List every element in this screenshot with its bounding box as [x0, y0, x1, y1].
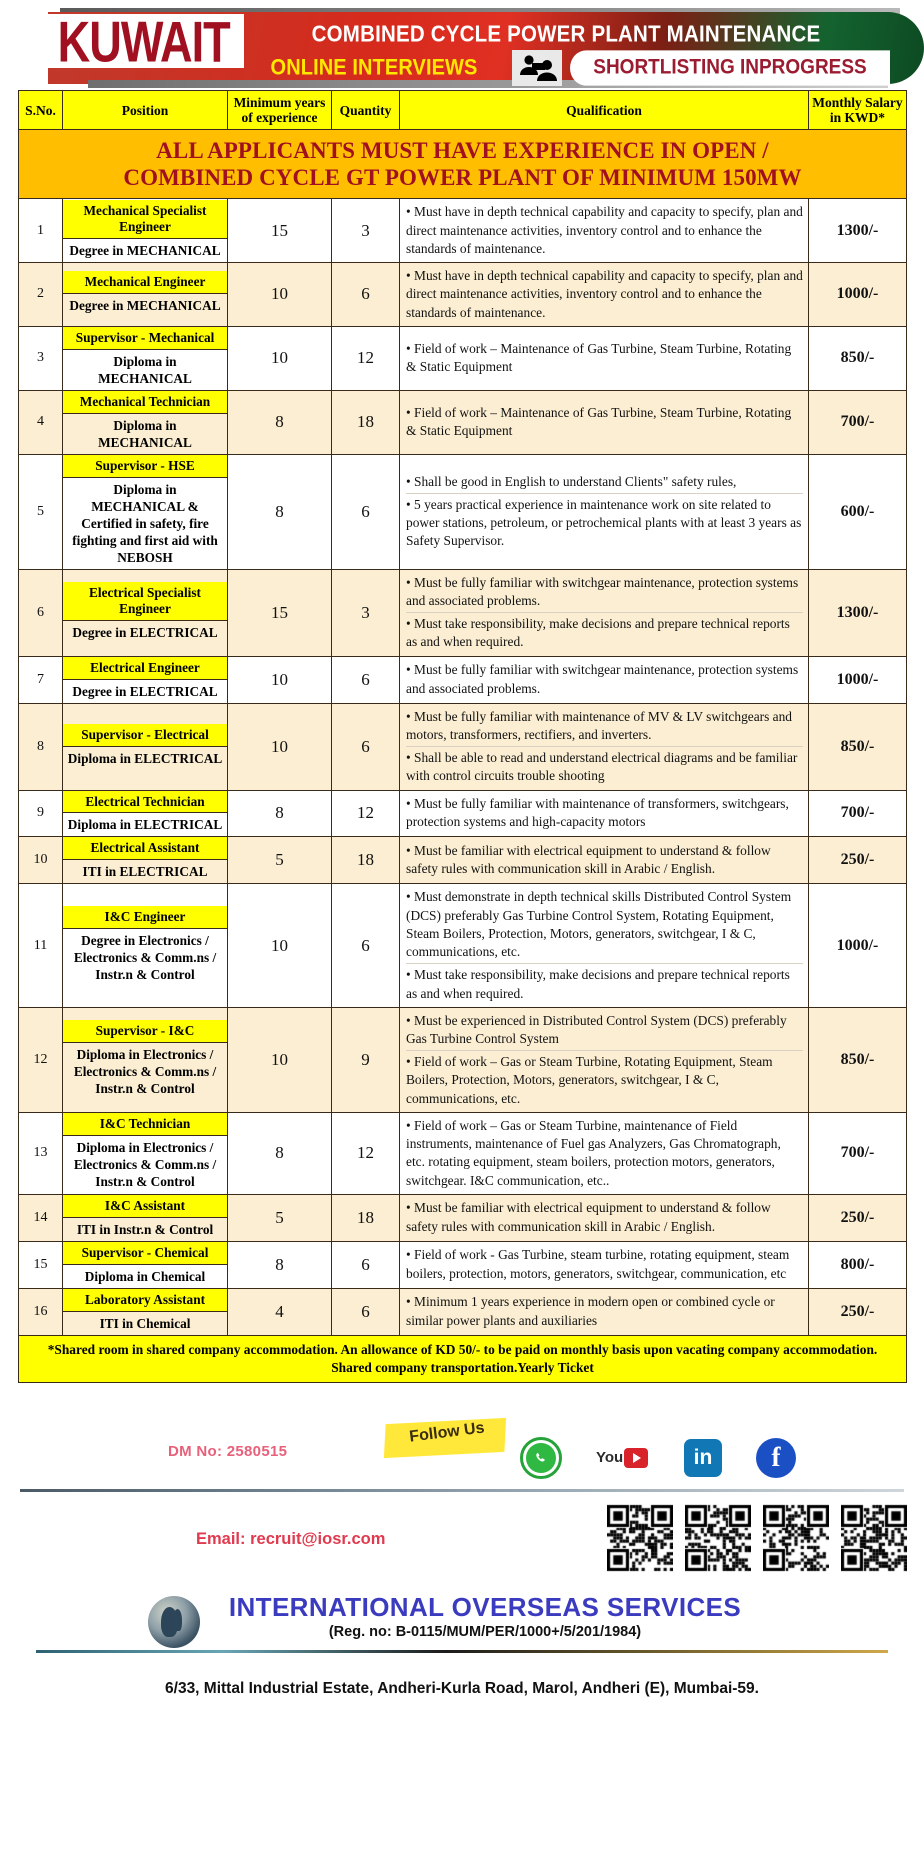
dm-number: DM No: 2580515	[168, 1442, 288, 1460]
cell-position	[63, 1288, 228, 1335]
cell-experience: 15	[228, 199, 332, 263]
cell-position	[63, 199, 228, 263]
cell-qualification	[400, 390, 809, 454]
table-row	[19, 1194, 907, 1241]
globe-logo-icon	[148, 1596, 200, 1648]
qualification-line: • Must demonstrate in depth technical skills Distributed Control System (DCS) preferably Gas Turbine Control System, Rotating Equipment, Steam Boilers, Protection, Motors, generators, switchgear, I & C, communications, etc.	[406, 889, 792, 960]
position-title: I&C Assistant	[63, 1195, 227, 1218]
cell-experience: 10	[228, 656, 332, 703]
cell-serial-number: 6	[19, 569, 63, 656]
cell-salary: 250/-	[809, 1194, 907, 1241]
table-row	[19, 454, 907, 569]
cell-experience: 10	[228, 703, 332, 790]
experience-notice-cell	[19, 130, 907, 199]
job-table-body	[19, 91, 907, 1383]
notice-line2: COMBINED CYCLE GT POWER PLANT OF MINIMUM 150MW	[123, 165, 802, 191]
qualification-line: • Field of work – Gas or Steam Turbine, maintenance of Field instruments, maintenance of Fuel gas Analyzers, Gas Chromatograph, etc. rotating equipment, steam boilers, protection motors, generators, switchgear. I&C communication, etc..	[406, 1117, 781, 1188]
qualification-line: • Minimum 1 years experience in modern open or combined cycle or similar power plants and auxiliaries	[406, 1294, 775, 1328]
qr-code-row	[607, 1498, 907, 1578]
cell-qualification	[400, 199, 809, 263]
cell-serial-number: 3	[19, 326, 63, 390]
follow-us-label: Follow Us	[408, 1419, 486, 1446]
notice-line1: ALL APPLICANTS MUST HAVE EXPERIENCE IN OPEN /	[156, 138, 769, 164]
cell-salary: 1000/-	[809, 884, 907, 1007]
position-title: Electrical Engineer	[63, 657, 227, 680]
table-row	[19, 569, 907, 656]
cell-position	[63, 569, 228, 656]
social-links	[520, 1437, 796, 1479]
experience-notice-row	[19, 130, 907, 199]
qualification-line: • Must take responsibility, make decisions and prepare technical reports as and when required.	[406, 612, 803, 651]
cell-quantity: 6	[332, 263, 400, 327]
cell-qualification	[400, 1288, 809, 1335]
header-banner	[0, 0, 924, 90]
facebook-icon[interactable]: f	[756, 1438, 796, 1478]
qualification-line: • Must have in depth technical capability and capacity to specify, plan and direct maintenance activities, inventory control and to enhance the standards of maintenance.	[406, 204, 803, 256]
cell-position	[63, 454, 228, 569]
cell-qualification	[400, 1241, 809, 1288]
table-row	[19, 326, 907, 390]
position-title: Supervisor - Electrical	[63, 724, 227, 747]
position-education: Diploma in ELECTRICAL	[67, 750, 223, 766]
table-row	[19, 199, 907, 263]
job-positions-table	[18, 90, 907, 1383]
position-education: Diploma in ELECTRICAL	[67, 817, 223, 833]
qr-code	[685, 1498, 751, 1578]
email-address: Email: recruit@iosr.com	[196, 1529, 386, 1548]
table-row	[19, 390, 907, 454]
cell-position	[63, 884, 228, 1007]
cell-serial-number: 8	[19, 703, 63, 790]
cell-serial-number: 1	[19, 199, 63, 263]
position-education: ITI in Chemical	[99, 1315, 191, 1331]
table-row	[19, 1288, 907, 1335]
cell-quantity: 18	[332, 1194, 400, 1241]
cell-serial-number: 16	[19, 1288, 63, 1335]
table-row	[19, 703, 907, 790]
cell-serial-number: 14	[19, 1194, 63, 1241]
cell-quantity: 6	[332, 703, 400, 790]
header-experience-line1: Minimum years	[233, 95, 326, 110]
position-title: Mechanical Specialist Engineer	[63, 200, 227, 239]
cell-quantity: 12	[332, 326, 400, 390]
cell-quantity: 6	[332, 1241, 400, 1288]
qualification-line: • 5 years practical experience in maintenance work on site related to power stations, petroleum, or petrochemical plants with at least 3 years as Safety Supervisor.	[406, 493, 803, 551]
country-badge	[44, 8, 244, 74]
position-education: Diploma in MECHANICAL	[98, 417, 192, 450]
cell-salary: 1300/-	[809, 569, 907, 656]
cell-experience: 8	[228, 390, 332, 454]
cell-serial-number: 2	[19, 263, 63, 327]
position-title: I&C Engineer	[63, 906, 227, 929]
company-address: 6/33, Mittal Industrial Estate, Andheri-Kurla Road, Marol, Andheri (E), Mumbai-59.	[165, 1679, 759, 1697]
cell-salary: 850/-	[809, 1007, 907, 1112]
cell-serial-number: 11	[19, 884, 63, 1007]
cell-position	[63, 1194, 228, 1241]
banner-title: COMBINED CYCLE POWER PLANT MAINTENANCE	[311, 21, 821, 48]
qualification-line: • Must be fully familiar with switchgear maintenance, protection systems and associated problems.	[406, 662, 799, 696]
cell-position	[63, 1112, 228, 1194]
cell-qualification	[400, 703, 809, 790]
cell-salary: 600/-	[809, 454, 907, 569]
cell-serial-number: 15	[19, 1241, 63, 1288]
qualification-line: • Field of work – Maintenance of Gas Turbine, Steam Turbine, Rotating & Static Equipment	[406, 341, 792, 375]
cell-salary: 1300/-	[809, 199, 907, 263]
footnote-row	[19, 1335, 907, 1382]
position-title: Mechanical Technician	[63, 391, 227, 414]
status-badge: SHORTLISTING INPROGRESS	[570, 50, 890, 85]
cell-serial-number: 13	[19, 1112, 63, 1194]
qualification-line: • Must be fully familiar with maintenance of MV & LV switchgears and motors, transformers, rectifiers, and inverters.	[406, 708, 792, 742]
qualification-line: • Shall be able to read and understand electrical diagrams and be familiar with control circuits trouble shooting	[406, 746, 803, 785]
page-footer	[0, 1417, 924, 1698]
qualification-line: • Field of work - Gas Turbine, steam turbine, rotating equipment, steam boilers, protection, motors, generators, switchgear, communication, etc	[406, 1247, 790, 1281]
cell-experience: 8	[228, 1241, 332, 1288]
position-title: Mechanical Engineer	[63, 271, 227, 294]
cell-experience: 15	[228, 569, 332, 656]
qualification-line: • Must be fully familiar with switchgear maintenance, protection systems and associated problems.	[406, 574, 799, 608]
cell-salary: 250/-	[809, 1288, 907, 1335]
cell-experience: 8	[228, 1112, 332, 1194]
cell-quantity: 3	[332, 569, 400, 656]
position-education: Diploma in Chemical	[84, 1268, 206, 1284]
youtube-play-box	[624, 1448, 648, 1468]
cell-salary: 700/-	[809, 1112, 907, 1194]
position-education: ITI in ELECTRICAL	[82, 864, 208, 880]
position-education: Degree in Electronics / Electronics & Comm.ns / Instr.n & Control	[73, 932, 217, 982]
linkedin-icon[interactable]: in	[684, 1439, 722, 1477]
position-education: Diploma in MECHANICAL	[98, 353, 192, 386]
table-row	[19, 837, 907, 884]
cell-qualification	[400, 884, 809, 1007]
youtube-icon[interactable]	[596, 1443, 650, 1473]
job-table-container	[0, 90, 924, 1383]
table-row	[19, 656, 907, 703]
footer-divider-2	[36, 1650, 888, 1653]
cell-position	[63, 837, 228, 884]
cell-experience: 4	[228, 1288, 332, 1335]
header-sno: S.No.	[19, 91, 63, 130]
cell-experience: 8	[228, 790, 332, 837]
cell-qualification	[400, 1194, 809, 1241]
cell-qualification	[400, 1007, 809, 1112]
table-header-row	[19, 91, 907, 130]
table-row	[19, 884, 907, 1007]
country-label: KUWAIT	[57, 8, 231, 74]
company-registration: (Reg. no: B-0115/MUM/PER/1000+/5/201/1984)	[328, 1623, 642, 1640]
cell-qualification	[400, 790, 809, 837]
position-title: Electrical Assistant	[63, 837, 227, 860]
cell-salary: 250/-	[809, 837, 907, 884]
cell-quantity: 3	[332, 199, 400, 263]
cell-experience: 10	[228, 1007, 332, 1112]
company-logo-band	[0, 1592, 924, 1664]
cell-position	[63, 326, 228, 390]
position-title: Electrical Technician	[63, 791, 227, 814]
position-title: I&C Technician	[63, 1113, 227, 1136]
qr-code	[763, 1498, 829, 1578]
position-education: Diploma in Electronics / Electronics & Comm.ns / Instr.n & Control	[73, 1046, 217, 1096]
cell-salary: 1000/-	[809, 656, 907, 703]
header-experience-line2: of experience	[241, 110, 318, 126]
qualification-line: • Field of work – Gas or Steam Turbine, Rotating Equipment, Steam Boilers, Protection, Motors, generators, switchgear, I & C, communications, etc.	[406, 1050, 803, 1108]
qualification-line: • Shall be good in English to understand Clients" safety rules,	[406, 473, 737, 489]
cell-experience: 8	[228, 454, 332, 569]
qualification-line: • Must take responsibility, make decisions and prepare technical reports as and when required.	[406, 963, 803, 1002]
company-name: INTERNATIONAL OVERSEAS SERVICES	[228, 1591, 742, 1622]
qualification-line: • Field of work – Maintenance of Gas Turbine, Steam Turbine, Rotating & Static Equipment	[406, 405, 792, 439]
position-education: Degree in ELECTRICAL	[72, 624, 218, 640]
table-row	[19, 1007, 907, 1112]
footer-email-row	[0, 1492, 924, 1588]
cell-qualification	[400, 454, 809, 569]
cell-salary: 850/-	[809, 326, 907, 390]
cell-qualification	[400, 326, 809, 390]
cell-qualification	[400, 656, 809, 703]
header-salary-line1: Monthly Salary	[812, 95, 903, 110]
header-qualification: Qualification	[400, 91, 809, 130]
header-quantity: Quantity	[332, 91, 400, 130]
cell-position	[63, 1007, 228, 1112]
qualification-line: • Must be familiar with electrical equipment to understand & follow safety rules with communication skill in Arabic / English.	[406, 1200, 771, 1234]
cell-salary: 1000/-	[809, 263, 907, 327]
position-education: Degree in MECHANICAL	[69, 242, 221, 258]
cell-quantity: 12	[332, 1112, 400, 1194]
position-title: Electrical Specialist Engineer	[63, 582, 227, 621]
cell-serial-number: 10	[19, 837, 63, 884]
play-triangle-icon	[633, 1453, 641, 1463]
qr-code	[841, 1498, 907, 1578]
position-title: Laboratory Assistant	[63, 1289, 227, 1312]
whatsapp-glyph	[526, 1443, 556, 1473]
table-row	[19, 263, 907, 327]
whatsapp-icon[interactable]	[520, 1437, 562, 1479]
cell-experience: 10	[228, 263, 332, 327]
footer-contact-row	[0, 1417, 924, 1489]
cell-salary: 700/-	[809, 390, 907, 454]
table-row	[19, 1112, 907, 1194]
banner-subtitle: ONLINE INTERVIEWS	[270, 55, 478, 80]
cell-serial-number: 12	[19, 1007, 63, 1112]
position-education: Degree in MECHANICAL	[69, 298, 221, 314]
cell-quantity: 6	[332, 884, 400, 1007]
cell-qualification	[400, 263, 809, 327]
footnote-cell: *Shared room in shared company accommodation. An allowance of KD 50/- to be paid on monthly basis upon vacating company accommodation. Shared company transportation.Yearly Ticket	[19, 1335, 907, 1382]
qualification-line: • Must be experienced in Distributed Control System (DCS) preferably Gas Turbine Control System	[406, 1012, 787, 1046]
cell-quantity: 6	[332, 454, 400, 569]
cell-quantity: 12	[332, 790, 400, 837]
position-education: ITI in Instr.n & Control	[76, 1221, 214, 1237]
header-salary	[809, 91, 907, 130]
table-row	[19, 1241, 907, 1288]
cell-quantity: 6	[332, 1288, 400, 1335]
header-position: Position	[63, 91, 228, 130]
position-title: Supervisor - I&C	[63, 1020, 227, 1043]
cell-quantity: 6	[332, 656, 400, 703]
cell-position	[63, 1241, 228, 1288]
youtube-label: You	[596, 1449, 624, 1467]
position-title: Supervisor - Chemical	[63, 1242, 227, 1265]
qualification-line: • Must have in depth technical capability and capacity to specify, plan and direct maintenance activities, inventory control and to enhance the standards of maintenance.	[406, 268, 803, 320]
cell-quantity: 18	[332, 390, 400, 454]
cell-experience: 10	[228, 326, 332, 390]
cell-quantity: 18	[332, 837, 400, 884]
cell-position	[63, 390, 228, 454]
header-experience	[228, 91, 332, 130]
position-education: Diploma in MECHANICAL & Certified in safety, fire fighting and first aid with NEBOSH	[72, 481, 218, 565]
position-title: Supervisor - HSE	[63, 455, 227, 478]
cell-quantity: 9	[332, 1007, 400, 1112]
cell-salary: 800/-	[809, 1241, 907, 1288]
cell-position	[63, 263, 228, 327]
cell-qualification	[400, 1112, 809, 1194]
qualification-line: • Must be familiar with electrical equipment to understand & follow safety rules with communication skill in Arabic / English.	[406, 843, 771, 877]
cell-serial-number: 4	[19, 390, 63, 454]
header-salary-line2: in KWD*	[829, 110, 886, 126]
cell-experience: 5	[228, 837, 332, 884]
cell-serial-number: 7	[19, 656, 63, 703]
cell-salary: 700/-	[809, 790, 907, 837]
cell-qualification	[400, 837, 809, 884]
cell-serial-number: 9	[19, 790, 63, 837]
cell-qualification	[400, 569, 809, 656]
position-education: Diploma in Electronics / Electronics & Comm.ns / Instr.n & Control	[73, 1140, 217, 1190]
qualification-line: • Must be fully familiar with maintenance of transformers, switchgears, protection systems and high-capacity motors	[406, 796, 789, 830]
people-group-icon	[512, 50, 562, 86]
cell-salary: 850/-	[809, 703, 907, 790]
position-education: Degree in ELECTRICAL	[72, 683, 218, 699]
cell-position	[63, 790, 228, 837]
cell-experience: 10	[228, 884, 332, 1007]
cell-serial-number: 5	[19, 454, 63, 569]
position-title: Supervisor - Mechanical	[63, 327, 227, 350]
cell-position	[63, 703, 228, 790]
cell-experience: 5	[228, 1194, 332, 1241]
qr-code	[607, 1498, 673, 1578]
cell-position	[63, 656, 228, 703]
table-row	[19, 790, 907, 837]
